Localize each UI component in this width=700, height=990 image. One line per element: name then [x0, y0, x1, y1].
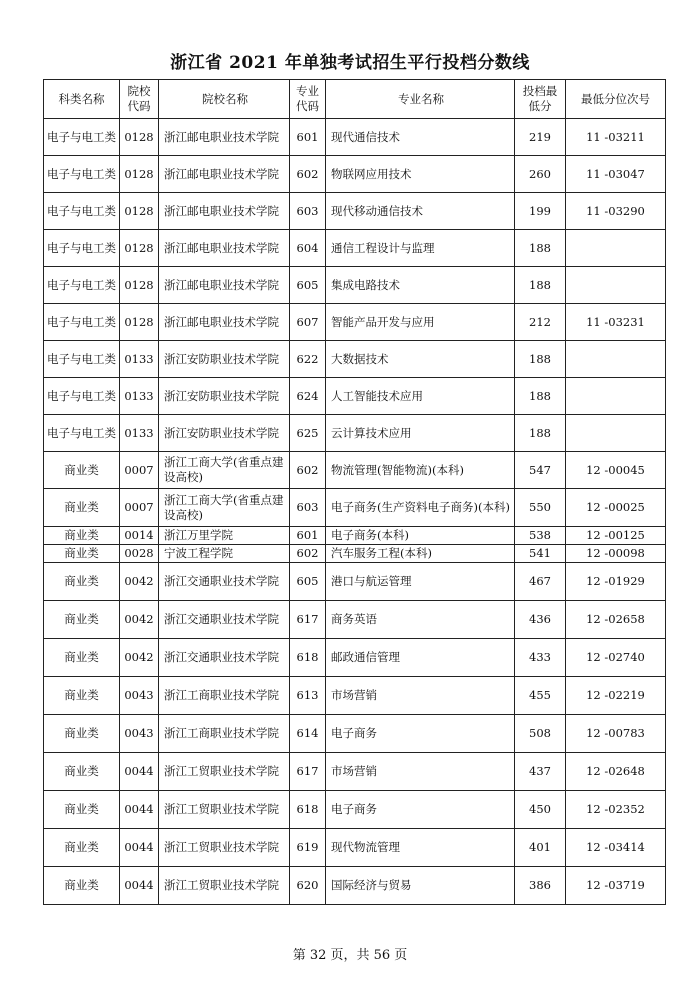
- row-major-code: 618: [290, 791, 326, 829]
- row-school-code: 0133: [120, 378, 159, 415]
- row-major-name: 邮政通信管理: [326, 639, 515, 677]
- row-major-code: 603: [290, 193, 326, 230]
- row-category: 商业类: [44, 489, 120, 527]
- row-min-rank: 12 -03719: [566, 867, 666, 905]
- row-category: 电子与电工类: [44, 341, 120, 378]
- row-school-code: 0133: [120, 415, 159, 452]
- row-category: 商业类: [44, 791, 120, 829]
- row-major-code: 617: [290, 753, 326, 791]
- table-row: [44, 230, 666, 267]
- row-category: 商业类: [44, 867, 120, 905]
- row-school-code: 0128: [120, 156, 159, 193]
- row-school-code: 0007: [120, 452, 159, 489]
- row-min-score: 188: [515, 267, 566, 304]
- row-min-rank: 12 -02658: [566, 601, 666, 639]
- row-major-code: 617: [290, 601, 326, 639]
- table-row: [44, 156, 666, 193]
- row-category: 商业类: [44, 753, 120, 791]
- row-category: 商业类: [44, 545, 120, 563]
- header-major-name: 专业名称: [326, 80, 515, 119]
- row-min-rank: 12 -00045: [566, 452, 666, 489]
- table-row: [44, 304, 666, 341]
- row-min-rank: [566, 230, 666, 267]
- row-school-name: 浙江交通职业技术学院: [159, 639, 290, 677]
- row-category: 电子与电工类: [44, 230, 120, 267]
- row-school-code: 0042: [120, 639, 159, 677]
- row-school-code: 0014: [120, 527, 159, 545]
- row-min-rank: 12 -02352: [566, 791, 666, 829]
- table-row: [44, 563, 666, 601]
- row-school-code: 0133: [120, 341, 159, 378]
- row-major-name: 物流管理(智能物流)(本科): [326, 452, 515, 489]
- row-school-name: 浙江万里学院: [159, 527, 290, 545]
- row-min-rank: 12 -02219: [566, 677, 666, 715]
- row-major-name: 通信工程设计与监理: [326, 230, 515, 267]
- row-category: 电子与电工类: [44, 119, 120, 156]
- row-school-name: 浙江工商大学(省重点建设高校): [159, 452, 290, 489]
- row-min-score: 401: [515, 829, 566, 867]
- row-min-score: 433: [515, 639, 566, 677]
- row-category: 商业类: [44, 677, 120, 715]
- row-major-code: 618: [290, 639, 326, 677]
- row-min-rank: [566, 341, 666, 378]
- row-min-score: 386: [515, 867, 566, 905]
- row-major-code: 613: [290, 677, 326, 715]
- row-school-code: 0044: [120, 753, 159, 791]
- row-major-name: 云计算技术应用: [326, 415, 515, 452]
- row-min-rank: 11 -03211: [566, 119, 666, 156]
- row-school-code: 0128: [120, 193, 159, 230]
- row-major-code: 601: [290, 527, 326, 545]
- row-min-score: 260: [515, 156, 566, 193]
- row-min-score: 467: [515, 563, 566, 601]
- row-category: 商业类: [44, 527, 120, 545]
- row-min-score: 199: [515, 193, 566, 230]
- row-major-name: 电子商务(本科): [326, 527, 515, 545]
- row-category: 商业类: [44, 639, 120, 677]
- table-row: [44, 677, 666, 715]
- row-school-code: 0043: [120, 677, 159, 715]
- row-min-score: 541: [515, 545, 566, 563]
- page-footer: 第 32 页，共 56 页: [292, 948, 408, 963]
- row-school-name: 浙江邮电职业技术学院: [159, 119, 290, 156]
- row-min-score: 219: [515, 119, 566, 156]
- table-row: [44, 545, 666, 563]
- row-school-name: 浙江工商职业技术学院: [159, 715, 290, 753]
- row-school-name: 浙江交通职业技术学院: [159, 601, 290, 639]
- row-school-code: 0028: [120, 545, 159, 563]
- row-min-score: 436: [515, 601, 566, 639]
- row-major-code: 625: [290, 415, 326, 452]
- row-school-name: 浙江工贸职业技术学院: [159, 791, 290, 829]
- row-school-code: 0007: [120, 489, 159, 527]
- row-school-name: 浙江邮电职业技术学院: [159, 304, 290, 341]
- row-school-name: 浙江邮电职业技术学院: [159, 156, 290, 193]
- admission-score-table: [43, 79, 666, 905]
- row-school-code: 0044: [120, 829, 159, 867]
- table-header-row: [44, 80, 666, 119]
- row-school-name: 浙江邮电职业技术学院: [159, 193, 290, 230]
- row-min-score: 538: [515, 527, 566, 545]
- row-major-code: 624: [290, 378, 326, 415]
- row-major-name: 汽车服务工程(本科): [326, 545, 515, 563]
- table-row: [44, 193, 666, 230]
- row-major-name: 智能产品开发与应用: [326, 304, 515, 341]
- row-major-code: 602: [290, 156, 326, 193]
- row-school-code: 0128: [120, 304, 159, 341]
- row-school-code: 0042: [120, 601, 159, 639]
- row-major-name: 电子商务(生产资料电子商务)(本科): [326, 489, 515, 527]
- row-major-code: 602: [290, 545, 326, 563]
- row-major-name: 市场营销: [326, 677, 515, 715]
- row-major-code: 619: [290, 829, 326, 867]
- row-min-score: 450: [515, 791, 566, 829]
- row-school-name: 浙江安防职业技术学院: [159, 378, 290, 415]
- row-category: 商业类: [44, 829, 120, 867]
- row-min-score: 188: [515, 415, 566, 452]
- row-min-rank: 12 -02648: [566, 753, 666, 791]
- row-min-rank: 12 -00025: [566, 489, 666, 527]
- row-school-name: 浙江工贸职业技术学院: [159, 829, 290, 867]
- table-row: [44, 119, 666, 156]
- row-category: 电子与电工类: [44, 267, 120, 304]
- table-row: [44, 489, 666, 527]
- table-row: [44, 715, 666, 753]
- row-category: 商业类: [44, 452, 120, 489]
- row-min-rank: [566, 378, 666, 415]
- header-major-code: 专业代码: [290, 80, 326, 119]
- row-school-code: 0043: [120, 715, 159, 753]
- row-school-code: 0128: [120, 267, 159, 304]
- row-category: 电子与电工类: [44, 415, 120, 452]
- row-category: 电子与电工类: [44, 156, 120, 193]
- table-row: [44, 452, 666, 489]
- row-min-score: 212: [515, 304, 566, 341]
- row-school-code: 0042: [120, 563, 159, 601]
- row-school-name: 浙江工贸职业技术学院: [159, 753, 290, 791]
- table-row: [44, 378, 666, 415]
- row-major-code: 603: [290, 489, 326, 527]
- row-school-code: 0128: [120, 119, 159, 156]
- row-school-name: 浙江工贸职业技术学院: [159, 867, 290, 905]
- row-min-rank: 11 -03231: [566, 304, 666, 341]
- row-min-score: 188: [515, 378, 566, 415]
- row-min-rank: 12 -00783: [566, 715, 666, 753]
- row-min-rank: 11 -03290: [566, 193, 666, 230]
- table-row: [44, 753, 666, 791]
- row-major-code: 605: [290, 267, 326, 304]
- header-school-code: 院校代码: [120, 80, 159, 119]
- row-major-name: 电子商务: [326, 715, 515, 753]
- table-row: [44, 867, 666, 905]
- row-school-name: 浙江邮电职业技术学院: [159, 230, 290, 267]
- row-min-score: 455: [515, 677, 566, 715]
- table-row: [44, 791, 666, 829]
- row-min-rank: 12 -02740: [566, 639, 666, 677]
- table-row: [44, 527, 666, 545]
- header-min-rank: 最低分位次号: [566, 80, 666, 119]
- table-row: [44, 341, 666, 378]
- row-category: 商业类: [44, 601, 120, 639]
- table-row: [44, 639, 666, 677]
- row-school-name: 浙江工商大学(省重点建设高校): [159, 489, 290, 527]
- row-major-code: 601: [290, 119, 326, 156]
- row-major-name: 物联网应用技术: [326, 156, 515, 193]
- row-major-name: 人工智能技术应用: [326, 378, 515, 415]
- row-major-code: 620: [290, 867, 326, 905]
- row-category: 商业类: [44, 563, 120, 601]
- row-major-name: 商务英语: [326, 601, 515, 639]
- row-major-name: 港口与航运管理: [326, 563, 515, 601]
- row-major-name: 电子商务: [326, 791, 515, 829]
- row-major-code: 604: [290, 230, 326, 267]
- header-school-name: 院校名称: [159, 80, 290, 119]
- row-major-code: 622: [290, 341, 326, 378]
- row-school-code: 0044: [120, 867, 159, 905]
- row-min-rank: 11 -03047: [566, 156, 666, 193]
- row-major-name: 现代移动通信技术: [326, 193, 515, 230]
- table-row: [44, 415, 666, 452]
- page-title: 浙江省 2021 年单独考试招生平行投档分数线: [170, 53, 530, 73]
- row-school-name: 宁波工程学院: [159, 545, 290, 563]
- row-major-name: 集成电路技术: [326, 267, 515, 304]
- row-school-name: 浙江交通职业技术学院: [159, 563, 290, 601]
- row-min-rank: 12 -03414: [566, 829, 666, 867]
- row-school-name: 浙江安防职业技术学院: [159, 415, 290, 452]
- row-school-code: 0044: [120, 791, 159, 829]
- table-row: [44, 829, 666, 867]
- row-major-name: 现代物流管理: [326, 829, 515, 867]
- row-min-rank: [566, 267, 666, 304]
- row-major-code: 607: [290, 304, 326, 341]
- row-category: 电子与电工类: [44, 304, 120, 341]
- row-min-score: 437: [515, 753, 566, 791]
- row-school-code: 0128: [120, 230, 159, 267]
- row-min-score: 188: [515, 341, 566, 378]
- row-min-score: 547: [515, 452, 566, 489]
- row-school-name: 浙江工商职业技术学院: [159, 677, 290, 715]
- row-major-code: 614: [290, 715, 326, 753]
- row-category: 电子与电工类: [44, 193, 120, 230]
- row-min-rank: 12 -00098: [566, 545, 666, 563]
- row-min-score: 550: [515, 489, 566, 527]
- header-category: 科类名称: [44, 80, 120, 119]
- row-major-name: 市场营销: [326, 753, 515, 791]
- row-category: 商业类: [44, 715, 120, 753]
- row-school-name: 浙江邮电职业技术学院: [159, 267, 290, 304]
- table-row: [44, 267, 666, 304]
- row-major-name: 现代通信技术: [326, 119, 515, 156]
- row-min-rank: 12 -01929: [566, 563, 666, 601]
- row-min-rank: [566, 415, 666, 452]
- row-min-rank: 12 -00125: [566, 527, 666, 545]
- row-min-score: 508: [515, 715, 566, 753]
- row-major-name: 大数据技术: [326, 341, 515, 378]
- row-major-name: 国际经济与贸易: [326, 867, 515, 905]
- table-body: [44, 119, 666, 905]
- row-min-score: 188: [515, 230, 566, 267]
- row-major-code: 602: [290, 452, 326, 489]
- table-row: [44, 601, 666, 639]
- header-min-score: 投档最低分: [515, 80, 566, 119]
- row-major-code: 605: [290, 563, 326, 601]
- row-category: 电子与电工类: [44, 378, 120, 415]
- row-school-name: 浙江安防职业技术学院: [159, 341, 290, 378]
